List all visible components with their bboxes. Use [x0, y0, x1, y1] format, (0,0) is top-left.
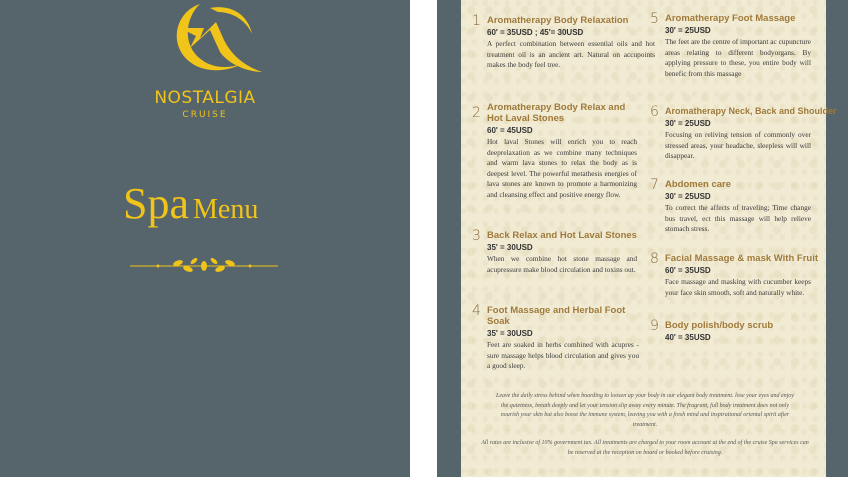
menu-item	[472, 303, 639, 372]
item-title: Aromatherapy Foot Massage	[665, 13, 796, 24]
item-title: Body polish/body scrub	[665, 320, 774, 331]
title-menu: Menu	[193, 194, 259, 225]
title-spa: Spa	[123, 179, 189, 228]
footer-note: All rates are inclusive of 10% government tax. All treatments are charged to your room account at the end of the cruise Spa services can be reserved at the reception on board or booked before cruising.	[481, 440, 809, 456]
menu-item	[650, 11, 811, 79]
item-description: Hot laval Stones will enrich you to reach deeprelaxation as we combine many techniques and warm lava stones to relax the body as is deepest level. The powerful metathesis energies of lava stones are known to promote a harmonizing and cleansing effect and positive energy flow.	[487, 137, 637, 199]
item-price: 30' = 25USD	[665, 119, 711, 128]
menu-item	[650, 177, 811, 235]
menu-item	[472, 13, 655, 71]
item-title: Abdomen care	[665, 179, 731, 190]
item-price: 30' = 25USD	[665, 192, 711, 201]
item-number: 5	[650, 11, 659, 27]
item-description: Feet are soaked in herbs combined with acupres - sure massage helps blood circulation and gives you a good sleep.	[487, 340, 639, 370]
item-price: 30' = 25USD	[665, 26, 711, 35]
item-number: 8	[650, 251, 659, 267]
item-description: Face massage and masking with cucumber keeps your face skin smooth, soft and naturally white.	[665, 277, 811, 297]
item-description: Focusing on reliving tension of commonly over stressed areas, your headache, sleepless will will disappear.	[665, 130, 811, 160]
menu-item	[472, 228, 637, 275]
item-number: 4	[472, 303, 481, 319]
item-number: 6	[650, 104, 659, 120]
item-number: 7	[650, 177, 659, 193]
menu-item	[650, 318, 811, 344]
item-title: Aromatherapy Neck, Back and Shoulder	[665, 106, 837, 116]
brand-subtitle: CRUISE	[182, 110, 228, 120]
item-price: 60' = 35USD	[665, 266, 711, 275]
item-description: The feet are the centre of important ac cupuncture areas relating to different bodyorgans. By applying pressure to these, you entire body will benefic from this massage	[665, 37, 811, 78]
nostalgia-logo-icon	[160, 0, 270, 80]
item-price: 60' = 45USD	[487, 126, 533, 135]
menu-item	[650, 251, 819, 298]
item-number: 9	[650, 318, 659, 334]
ornament-divider-icon	[128, 254, 280, 278]
item-price: 40' = 35USD	[665, 333, 711, 342]
item-number: 3	[472, 228, 481, 244]
item-description: To correct the affects of traveling; Time change bus travel, ect this massage will help relieve stomach stress.	[665, 203, 811, 233]
page-gap	[410, 0, 437, 477]
brand-name: NOSTALGIA	[154, 88, 256, 108]
item-price: 60' = 35USD ; 45'= 30USD	[487, 28, 584, 37]
item-price: 35' = 30USD	[487, 329, 533, 338]
item-title: Aromatherapy Body Relax and Hot Laval Stones	[487, 102, 626, 124]
item-number: 1	[472, 13, 481, 29]
menu-item	[472, 102, 637, 200]
item-title: Aromatherapy Body Relaxation	[487, 15, 629, 26]
item-number: 2	[472, 105, 481, 121]
item-description: A perfect combination between essential oils and hot treatment oil is an ancient art. Natural on accupoints makes the body feel tree.	[487, 39, 655, 69]
item-title: Facial Massage & mask With Fruit	[665, 253, 819, 264]
footer-intro: Leave the daily stress behind when boarding to loosen up your body in our elegant body treatment. lose your eyes and enjoy the quietness, breath deeply and let your tension slip away every minute. The fragrant, full body treatment does not only nourish your skin but also boost the immune system, leaving you with a fresh mind and inspirational oriental spirit after treatment.	[496, 393, 794, 428]
item-title: Foot Massage and Herbal Foot Soak	[487, 305, 626, 327]
menu-item	[650, 104, 837, 162]
spa-menu-title	[123, 178, 258, 229]
item-title: Back Relax and Hot Laval Stones	[487, 230, 637, 241]
item-description: When we combine hot stone massage and acupressure make blood circulation and toxins out.	[487, 254, 637, 274]
item-price: 35' = 30USD	[487, 243, 533, 252]
